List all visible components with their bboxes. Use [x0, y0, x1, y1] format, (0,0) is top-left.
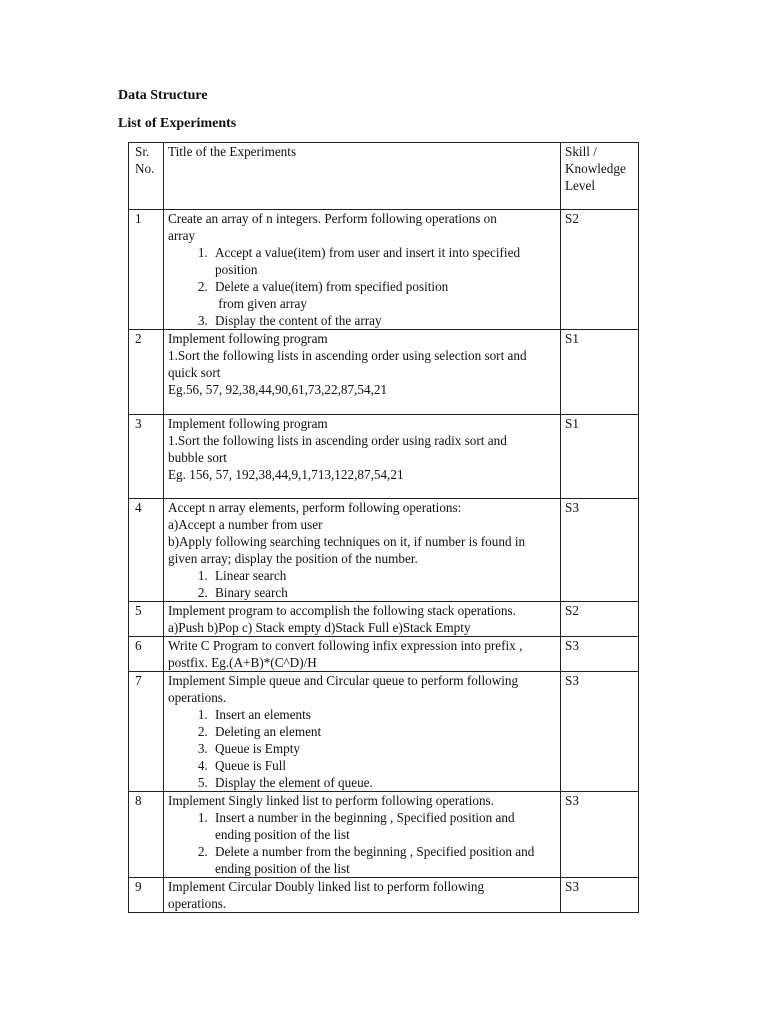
experiment-title-cell — [164, 330, 561, 415]
experiment-title-cell — [164, 878, 561, 913]
experiments-table — [128, 142, 639, 913]
sr-no-cell: 1 — [129, 210, 164, 330]
experiment-title-cell — [164, 499, 561, 602]
experiment-title-cell — [164, 672, 561, 792]
sr-no-cell: 7 — [129, 672, 164, 792]
operation-item: 1. Accept a value(item) from user and insert it into specified position — [211, 244, 556, 278]
experiment-text-line: a)Accept a number from user — [168, 517, 323, 532]
experiment-text-line: 1.Sort the following lists in ascending order using selection sort and — [168, 348, 527, 363]
skill-level-cell: S2 — [561, 602, 639, 637]
table-row — [129, 792, 639, 878]
operation-list — [168, 706, 556, 791]
experiment-text-line: Eg.56, 57, 92,38,44,90,61,73,22,87,54,21 — [168, 382, 388, 397]
table-row — [129, 878, 639, 913]
experiment-title-cell — [164, 210, 561, 330]
operation-item: 4. Queue is Full — [211, 757, 556, 774]
table-row — [129, 210, 639, 330]
experiment-text-line: Implement Simple queue and Circular queue to perform following — [168, 673, 519, 688]
skill-level-cell: S3 — [561, 637, 639, 672]
sr-no-cell: 5 — [129, 602, 164, 637]
skill-level-cell: S1 — [561, 415, 639, 499]
operation-item: 3. Display the content of the array — [211, 312, 556, 329]
experiment-text-line: Eg. 156, 57, 192,38,44,9,1,713,122,87,54,21 — [168, 467, 404, 482]
operation-item: 1. Insert a number in the beginning , Specified position and ending position of the list — [211, 809, 556, 843]
table-row — [129, 672, 639, 792]
experiment-text-line: given array; display the position of the number. — [168, 551, 418, 566]
sr-no-cell: 8 — [129, 792, 164, 878]
operation-item: 2. Deleting an element — [211, 723, 556, 740]
experiment-text-line: Accept n array elements, perform following operations: — [168, 500, 462, 515]
skill-level-cell: S3 — [561, 878, 639, 913]
header-title: Title of the Experiments — [164, 143, 561, 210]
experiment-text-line: Write C Program to convert following infix expression into prefix , — [168, 638, 523, 653]
header-sr-no: Sr. No. — [129, 143, 164, 210]
experiment-text-line: a)Push b)Pop c) Stack empty d)Stack Full e)Stack Empty — [168, 620, 471, 635]
operation-list — [168, 244, 556, 329]
experiment-text-line: Implement Singly linked list to perform following operations. — [168, 793, 494, 808]
experiment-text-line: b)Apply following searching techniques on it, if number is found in — [168, 534, 526, 549]
skill-level-cell: S3 — [561, 499, 639, 602]
operation-item: 2. Delete a number from the beginning , Specified position and ending position of the list — [211, 843, 556, 877]
experiment-text-line: operations. — [168, 690, 227, 705]
sr-no-cell: 6 — [129, 637, 164, 672]
sr-no-cell: 2 — [129, 330, 164, 415]
sr-no-cell: 9 — [129, 878, 164, 913]
skill-level-cell: S3 — [561, 672, 639, 792]
table-row — [129, 330, 639, 415]
table-row — [129, 415, 639, 499]
experiment-text-line: Implement Circular Doubly linked list to perform following — [168, 879, 485, 894]
experiment-title-cell — [164, 415, 561, 499]
experiment-text-line: operations. — [168, 896, 227, 911]
section-title: List of Experiments — [118, 116, 237, 131]
skill-level-cell: S1 — [561, 330, 639, 415]
sr-no-cell: 3 — [129, 415, 164, 499]
operation-item: 1. Insert an elements — [211, 706, 556, 723]
sr-no-cell: 4 — [129, 499, 164, 602]
document-title: Data Structure — [118, 88, 208, 103]
experiment-title-cell — [164, 792, 561, 878]
operation-item: 2. Delete a value(item) from specified position from given array — [211, 278, 556, 312]
experiment-text-line: quick sort — [168, 365, 221, 380]
experiment-text-line: postfix. Eg.(A+B)*(C^D)/H — [168, 655, 317, 670]
operation-item: 1. Linear search — [211, 567, 556, 584]
header-level: Skill / Knowledge Level — [561, 143, 639, 210]
operation-item: 2. Binary search — [211, 584, 556, 601]
skill-level-cell: S2 — [561, 210, 639, 330]
experiment-title-cell — [164, 602, 561, 637]
skill-level-cell: S3 — [561, 792, 639, 878]
experiment-text-line: Implement program to accomplish the following stack operations. — [168, 603, 516, 618]
experiment-text-line: Implement following program — [168, 331, 328, 346]
operation-list — [168, 809, 556, 877]
experiment-text-line: Create an array of n integers. Perform following operations on — [168, 211, 497, 226]
experiment-text-line: 1.Sort the following lists in ascending order using radix sort and — [168, 433, 507, 448]
table-row — [129, 499, 639, 602]
table-header-row — [129, 143, 639, 210]
experiment-text-line: Implement following program — [168, 416, 328, 431]
operation-item: 3. Queue is Empty — [211, 740, 556, 757]
operation-list — [168, 567, 556, 601]
experiment-text-line: array — [168, 228, 196, 243]
experiment-title-cell — [164, 637, 561, 672]
table-row — [129, 602, 639, 637]
operation-item: 5. Display the element of queue. — [211, 774, 556, 791]
table-row — [129, 637, 639, 672]
experiment-text-line: bubble sort — [168, 450, 227, 465]
